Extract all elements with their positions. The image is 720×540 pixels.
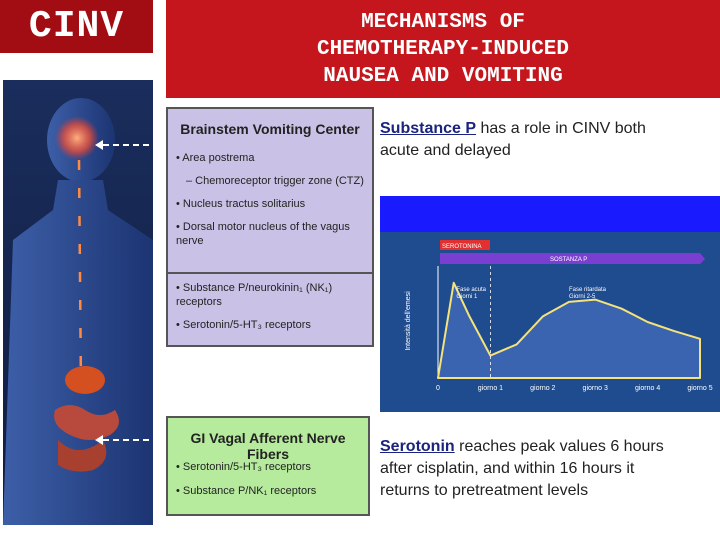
x-tick-label: giorno 2 [530,385,556,392]
x-tick-label: giorno 5 [687,385,713,392]
gi-item: • Substance P/NK₁ receptors [176,485,317,497]
x-tick-label: 0 [436,385,440,392]
y-axis-label: Intensità dell'emesi [405,291,412,351]
serotonin-band-label: SEROTONINA [442,244,482,250]
x-tick-label: giorno 1 [477,385,504,392]
connector-arrows [95,135,167,445]
serotonin-line3: returns to pretreatment levels [380,482,589,499]
box-divider [168,272,372,274]
annotation-delayed: Fase ritardata [569,287,607,293]
brainstem-item: – Chemoreceptor trigger zone (CTZ) [186,175,364,187]
slide-title [166,0,720,98]
gi-item: • Serotonin/5-HT₃ receptors [176,461,311,473]
receptor-item: • Serotonin/5-HT₃ receptors [176,319,311,331]
annotation-acute-days: Giorni 1 [456,294,478,300]
substance-p-line2: acute and delayed [380,142,511,159]
arrowhead-brain [95,140,103,150]
serotonin-line2: after cisplatin, and within 16 hours it [380,460,635,477]
x-tick-label: giorno 4 [634,385,661,392]
substance-p-line1: has a role in CINV both [476,120,646,137]
title-line-2: CHEMOTHERAPY-INDUCED [316,37,570,61]
gi-vagal-box [166,416,370,516]
annotation-delayed-days: Giorni 2-5 [569,294,596,300]
chart-svg [380,196,720,412]
brainstem-title: Brainstem Vomiting Center [180,121,360,137]
substance-p-term: Substance P [380,120,477,137]
brain-glow [55,116,99,160]
serotonin-line1: reaches peak values 6 hours [454,438,664,455]
cinv-badge [0,0,153,53]
x-tick-label: giorno 3 [582,385,608,392]
substance-p-paragraph [380,118,720,162]
substance-p-band-label: SOSTANZA P [550,257,588,263]
receptor-list [168,281,372,341]
gi-list [168,460,368,508]
annotation-acute: Fase acuta [456,287,487,293]
brainstem-item: • Nucleus tractus solitarius [176,198,306,210]
title-line-3: NAUSEA AND VOMITING [323,64,563,88]
arrowhead-gut [95,435,103,445]
emesis-chart [380,196,720,412]
gi-title: GI Vagal Afferent Nerve Fibers [190,430,346,462]
brainstem-item: • Dorsal motor nucleus of the vagus nerve [176,221,350,247]
brainstem-list [168,151,372,257]
serotonin-paragraph [380,436,720,502]
brainstem-box [166,107,374,347]
title-line-1: MECHANISMS OF [361,10,525,34]
cinv-label: CINV [28,5,125,48]
brainstem-item: • Area postrema [176,152,255,164]
receptor-item: • Substance P/neurokinin₁ (NK₁) receptors [176,282,333,308]
serotonin-term: Serotonin [380,438,455,455]
